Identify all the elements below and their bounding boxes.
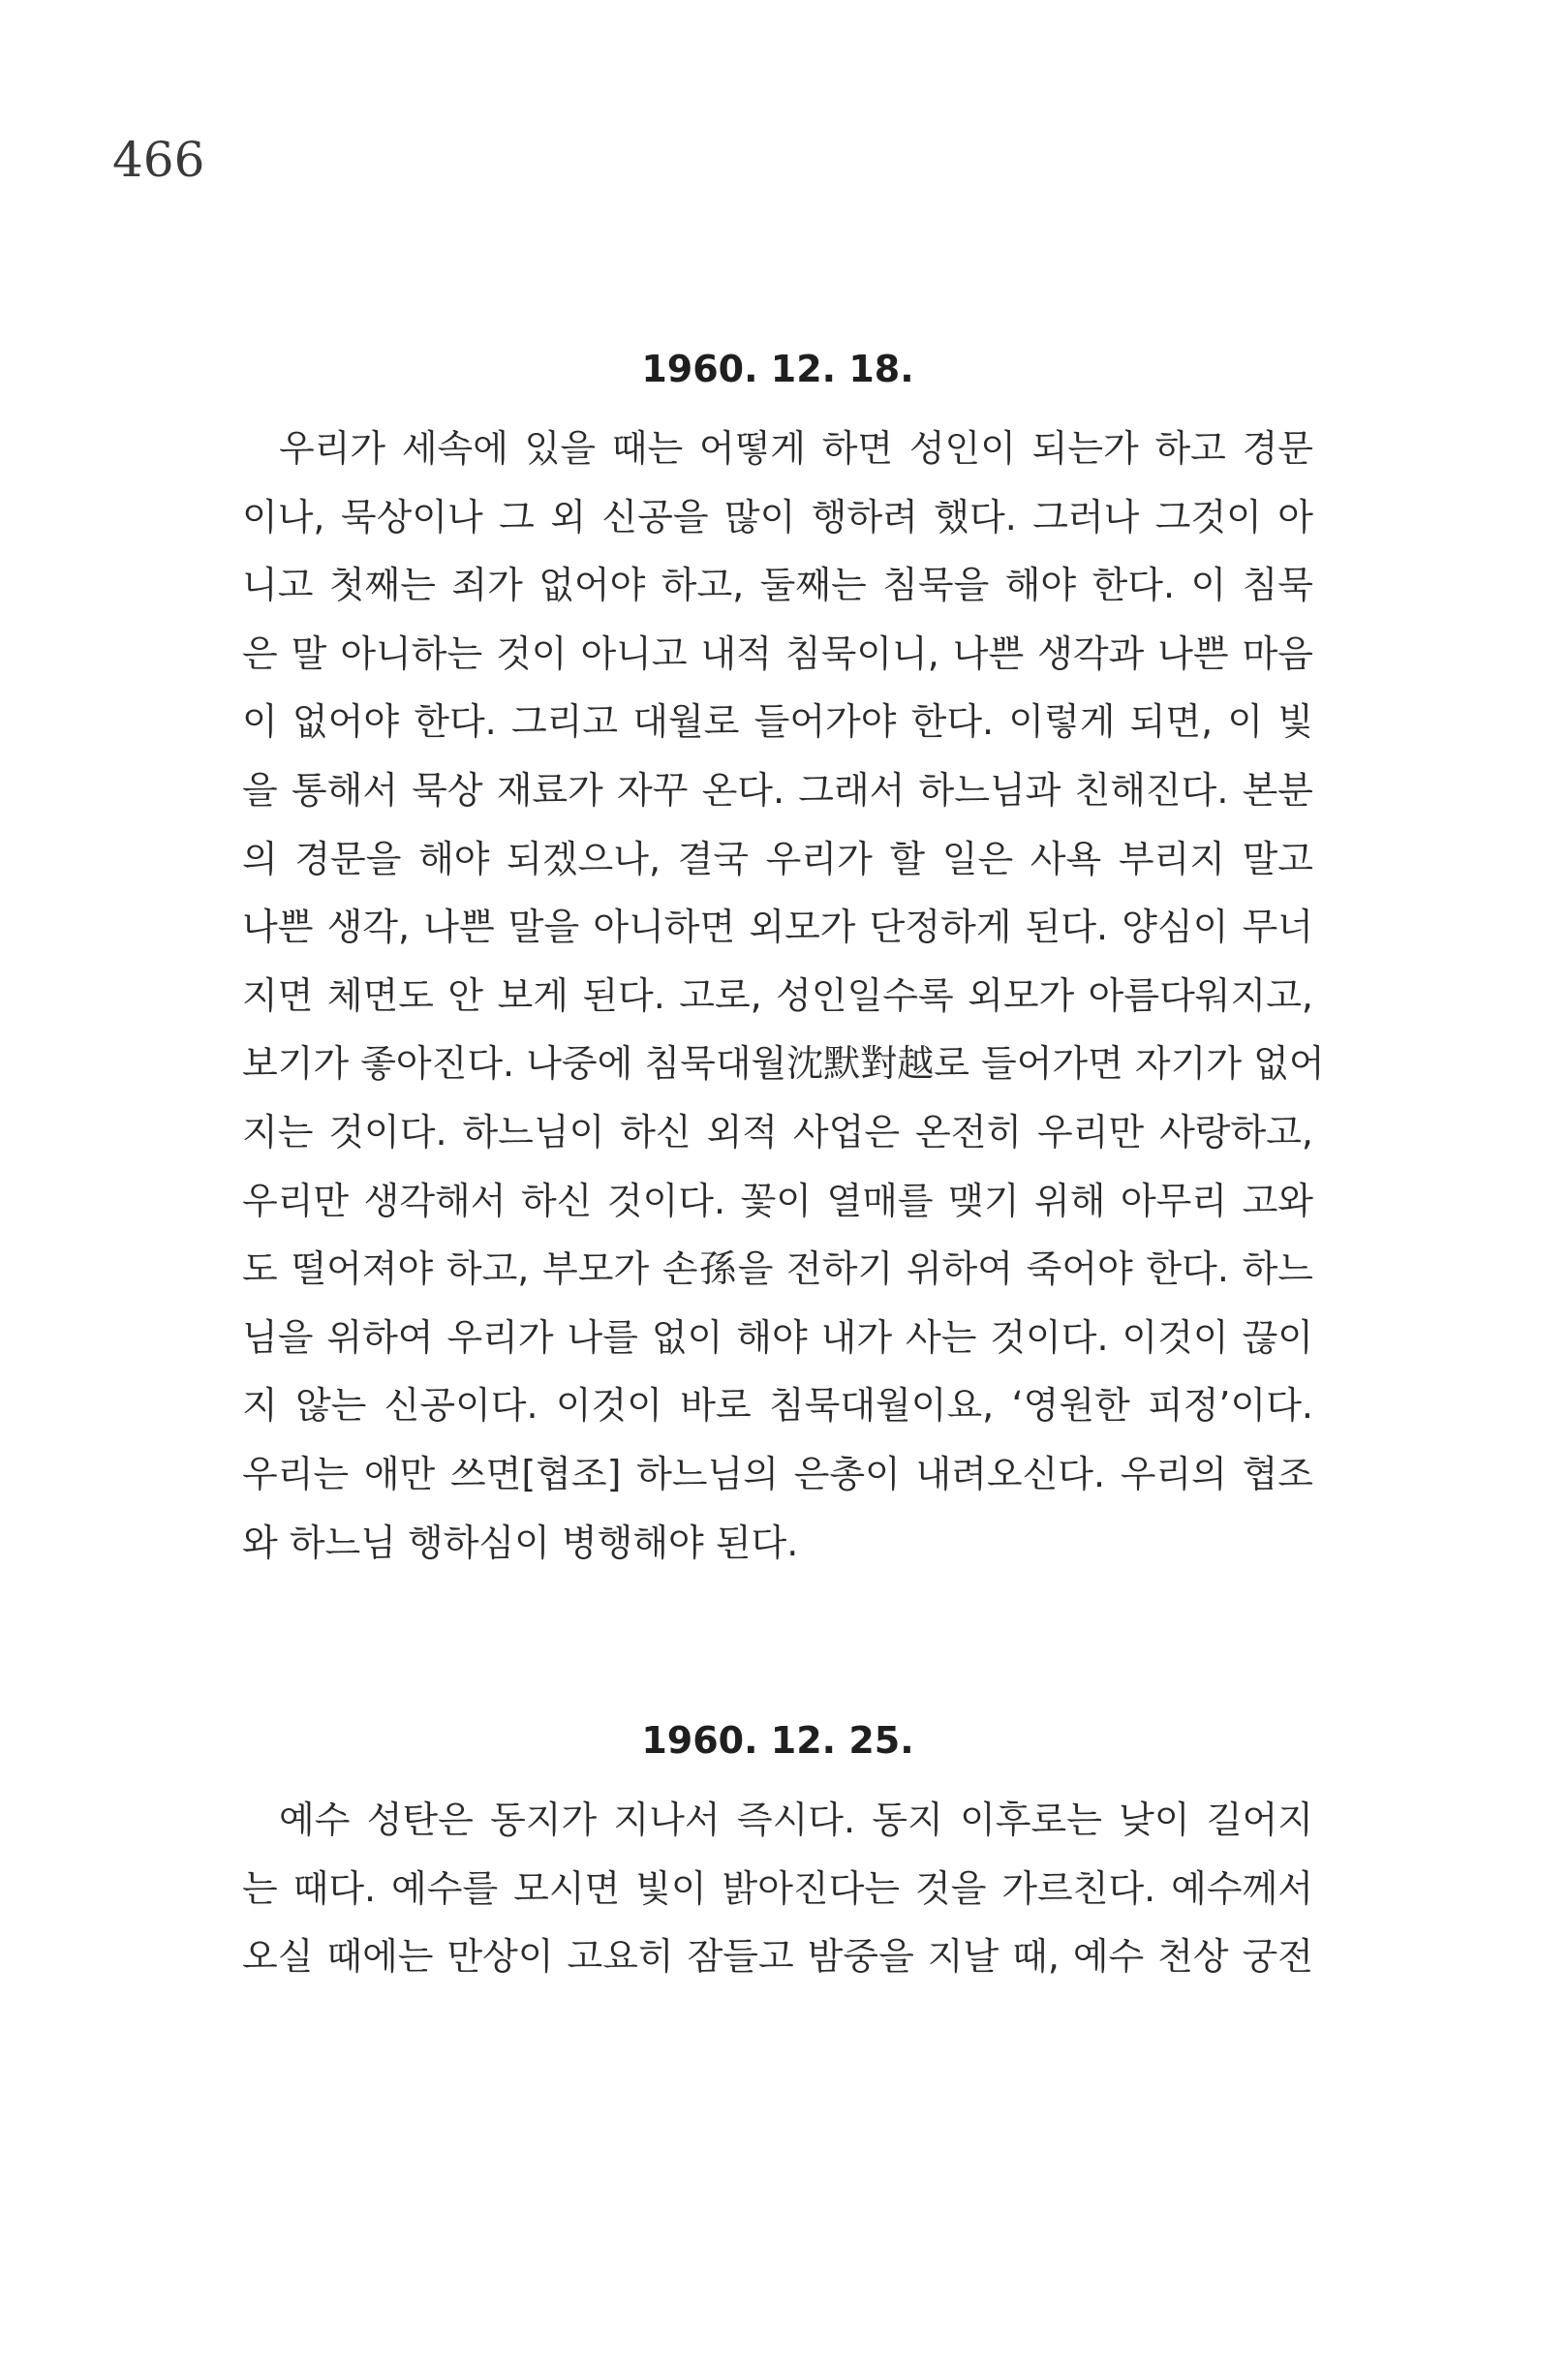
body-line: 이 없어야 한다. 그리고 대월로 들어가야 한다. 이렇게 되면, 이 빛 (242, 700, 1313, 744)
body-line: 우리는 애만 쓰면[협조] 하느님의 은총이 내려오신다. 우리의 협조 (242, 1452, 1313, 1495)
body-line: 우리가 세속에 있을 때는 어떻게 하면 성인이 되는가 하고 경문 (279, 427, 1313, 470)
diary-entry-1960-12-18 (242, 348, 1325, 1577)
body-line: 지면 체면도 안 보게 된다. 고로, 성인일수록 외모가 아름다워지고, (242, 973, 1313, 1017)
body-line: 나쁜 생각, 나쁜 말을 아니하면 외모가 단정하게 된다. 양심이 무너 (242, 906, 1313, 949)
body-line: 지는 것이다. 하느님이 하신 외적 사업은 온전히 우리만 사랑하고, (242, 1110, 1313, 1153)
body-line: 이나, 묵상이나 그 외 신공을 많이 행하려 했다. 그러나 그것이 아 (242, 495, 1313, 538)
body-line: 니고 첫째는 죄가 없어야 하고, 둘째는 침묵을 해야 한다. 이 침묵 (242, 564, 1313, 607)
body-line: 은 말 아니하는 것이 아니고 내적 침묵이니, 나쁜 생각과 나쁜 마음 (242, 631, 1313, 675)
diary-entry-1960-12-25 (242, 1719, 1313, 1991)
body-line: 예수 성탄은 동지가 지나서 즉시다. 동지 이후로는 낮이 길어지 (279, 1799, 1313, 1841)
body-line: 는 때다. 예수를 모시면 빛이 밝아진다는 것을 가르친다. 예수께서 (242, 1866, 1313, 1910)
page-number: 466 (112, 132, 205, 188)
body-line: 을 통해서 묵상 재료가 자꾸 온다. 그래서 하느님과 친해진다. 본분 (242, 768, 1313, 812)
body-line: 도 떨어져야 하고, 부모가 손孫을 전하기 위하여 죽어야 한다. 하느 (242, 1247, 1313, 1291)
body-line: 님을 위하여 우리가 나를 없이 해야 내가 사는 것이다. 이것이 끊이 (242, 1315, 1313, 1359)
body-line: 오실 때에는 만상이 고요히 잠들고 밤중을 지날 때, 예수 천상 궁전 (242, 1935, 1313, 1979)
body-line: 보기가 좋아진다. 나중에 침묵대월沈默對越로 들어가면 자기가 없어 (242, 1042, 1325, 1086)
entry-body (242, 1786, 1313, 1991)
entry-date: 1960. 12. 18. (641, 348, 914, 390)
entry-date: 1960. 12. 25. (641, 1719, 914, 1762)
body-line: 와 하느님 행하심이 병행해야 된다. (242, 1521, 799, 1564)
body-line: 우리만 생각해서 하신 것이다. 꽃이 열매를 맺기 위해 아무리 고와 (242, 1179, 1313, 1222)
body-line: 지 않는 신공이다. 이것이 바로 침묵대월이요, ‘영원한 피정’이다. (242, 1384, 1313, 1428)
body-line: 의 경문을 해야 되겠으나, 결국 우리가 할 일은 사욕 부리지 말고 (242, 837, 1313, 880)
entry-body (242, 415, 1325, 1577)
